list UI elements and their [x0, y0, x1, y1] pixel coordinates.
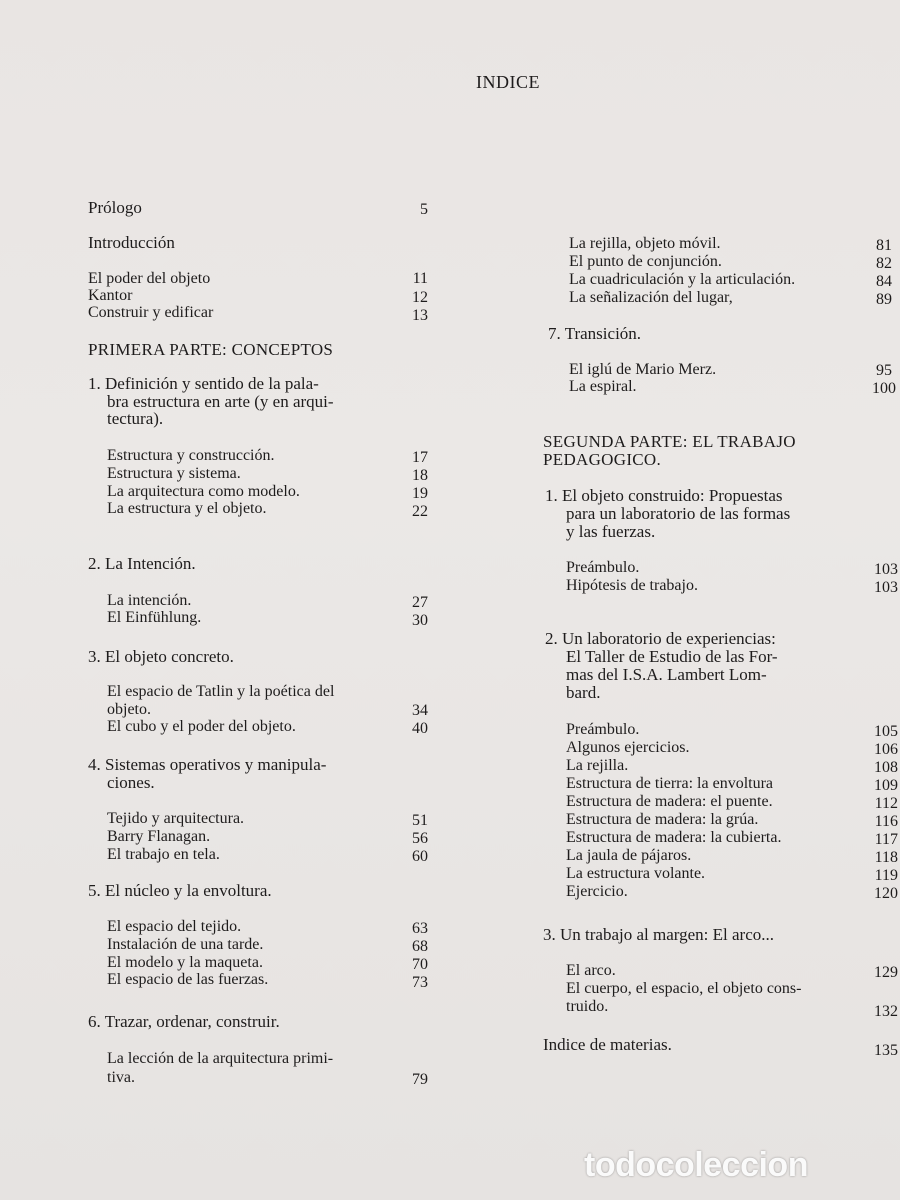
section-heading: 6. Trazar, ordenar, construir.: [88, 1012, 280, 1031]
toc-entry: El iglú de Mario Merz.: [569, 361, 717, 378]
toc-entry: La arquitectura como modelo.: [107, 483, 300, 500]
toc-entry: La lección de la arquitectura primi-: [107, 1050, 334, 1067]
section-heading: 2. La Intención.: [88, 554, 196, 573]
toc-entry: La jaula de pájaros.: [566, 847, 692, 864]
toc-entry: Tejido y arquitectura.: [107, 810, 245, 827]
toc-page: 112: [874, 795, 898, 812]
toc-entry: Estructura de tierra: la envoltura: [566, 775, 774, 792]
toc-entry: Construir y edificar: [88, 304, 214, 321]
toc-entry: Ejercicio.: [566, 883, 628, 900]
section-heading: 3. Un trabajo al margen: El arco...: [543, 925, 774, 944]
toc-entry: El trabajo en tela.: [107, 846, 220, 863]
toc-page: 135: [874, 1042, 898, 1059]
toc-page: 68: [412, 938, 428, 955]
toc-page: 117: [874, 831, 898, 848]
toc-page: 105: [874, 723, 898, 740]
toc-page: 129: [874, 964, 898, 981]
toc-entry: El espacio de las fuerzas.: [107, 971, 269, 988]
toc-indice-materias: Indice de materias.: [543, 1035, 672, 1054]
toc-page: 119: [874, 867, 898, 884]
toc-entry-cont: truido.: [566, 998, 609, 1015]
toc-prologo: Prólogo: [88, 198, 142, 217]
toc-page: 120: [874, 885, 898, 902]
section-heading-cont: bard.: [566, 683, 601, 702]
toc-page: 118: [874, 849, 898, 866]
toc-page: 103: [874, 561, 898, 578]
section-heading: 5. El núcleo y la envoltura.: [88, 881, 272, 900]
toc-page: 81: [876, 237, 892, 254]
toc-page: 95: [876, 362, 892, 379]
toc-entry: Preámbulo.: [566, 721, 640, 738]
toc-page: 40: [412, 720, 428, 737]
toc-entry: El espacio de Tatlin y la poética del: [107, 683, 335, 700]
toc-entry: La intención.: [107, 592, 192, 609]
toc-entry: Hipótesis de trabajo.: [566, 577, 698, 594]
section-heading-cont: bra estructura en arte (y en arqui-: [107, 392, 334, 411]
toc-page: 132: [874, 1003, 898, 1020]
toc-entry: Estructura y sistema.: [107, 465, 241, 482]
toc-page: 34: [412, 702, 428, 719]
section-heading: 7. Transición.: [548, 324, 642, 343]
section-heading-cont: ciones.: [107, 773, 155, 792]
toc-entry: La señalización del lugar,: [569, 289, 733, 306]
toc-page: 56: [412, 830, 428, 847]
toc-page: 17: [412, 449, 428, 466]
toc-entry: Preámbulo.: [566, 559, 640, 576]
toc-entry: Instalación de una tarde.: [107, 936, 264, 953]
toc-entry: El poder del objeto: [88, 270, 211, 287]
toc-entry: Algunos ejercicios.: [566, 739, 690, 756]
toc-page: 89: [876, 291, 892, 308]
toc-entry: El punto de conjunción.: [569, 253, 722, 270]
toc-introduccion: Introducción: [88, 233, 175, 252]
toc-page: 11: [412, 270, 428, 287]
toc-entry-cont: tiva.: [107, 1069, 135, 1086]
toc-entry: El Einfühlung.: [107, 609, 202, 626]
toc-entry: Estructura de madera: la grúa.: [566, 811, 759, 828]
toc-page: 5: [420, 201, 428, 218]
toc-entry: La cuadriculación y la articulación.: [569, 271, 796, 288]
toc-page: 12: [412, 289, 428, 306]
toc-entry: Estructura de madera: el puente.: [566, 793, 773, 810]
toc-entry: La rejilla.: [566, 757, 629, 774]
part-heading-cont: PEDAGOGICO.: [543, 450, 662, 469]
part-heading: PRIMERA PARTE: CONCEPTOS: [88, 340, 334, 359]
toc-page: 22: [412, 503, 428, 520]
toc-entry: El cubo y el poder del objeto.: [107, 718, 296, 735]
toc-entry: Estructura de madera: la cubierta.: [566, 829, 782, 846]
toc-entry: Barry Flanagan.: [107, 828, 211, 845]
toc-page: 109: [874, 777, 898, 794]
section-heading-cont: para un laboratorio de las formas: [566, 504, 791, 523]
toc-entry: La estructura volante.: [566, 865, 706, 882]
section-heading-cont: tectura).: [107, 409, 164, 428]
section-heading: 3. El objeto concreto.: [88, 647, 234, 666]
section-heading: 4. Sistemas operativos y manipula-: [88, 755, 327, 774]
toc-page: 82: [876, 255, 892, 272]
toc-entry: El cuerpo, el espacio, el objeto cons-: [566, 980, 802, 997]
section-heading-cont: mas del I.S.A. Lambert Lom-: [566, 665, 767, 684]
toc-page: 60: [412, 848, 428, 865]
toc-page: 108: [874, 759, 898, 776]
toc-entry: La rejilla, objeto móvil.: [569, 235, 721, 252]
toc-entry: El arco.: [566, 962, 616, 979]
section-heading-cont: El Taller de Estudio de las For-: [566, 647, 778, 666]
toc-entry: El modelo y la maqueta.: [107, 954, 263, 971]
toc-entry-cont: objeto.: [107, 701, 151, 718]
part-heading: SEGUNDA PARTE: EL TRABAJO: [543, 432, 796, 451]
toc-page: 100: [872, 380, 896, 397]
toc-entry: Estructura y construcción.: [107, 447, 275, 464]
toc-page: 63: [412, 920, 428, 937]
toc-page: 51: [412, 812, 428, 829]
toc-page: 19: [412, 485, 428, 502]
toc-page: 73: [412, 974, 428, 991]
toc-page: 116: [874, 813, 898, 830]
section-heading: 1. Definición y sentido de la pala-: [88, 374, 319, 393]
toc-page: 18: [412, 467, 428, 484]
page-title: INDICE: [476, 72, 540, 92]
section-heading-cont: y las fuerzas.: [566, 522, 656, 541]
toc-page: 70: [412, 956, 428, 973]
toc-page: 27: [412, 594, 428, 611]
toc-page: 30: [412, 612, 428, 629]
toc-page: 13: [412, 307, 428, 324]
toc-page: 103: [874, 579, 898, 596]
section-heading: 1. El objeto construido: Propuestas: [545, 486, 783, 505]
watermark-logo: todocoleccion: [584, 1146, 808, 1184]
toc-entry: El espacio del tejido.: [107, 918, 242, 935]
toc-page: 84: [876, 273, 892, 290]
toc-entry: La estructura y el objeto.: [107, 500, 267, 517]
section-heading: 2. Un laboratorio de experiencias:: [545, 629, 776, 648]
toc-entry: La espiral.: [569, 378, 637, 395]
toc-entry: Kantor: [88, 287, 133, 304]
toc-page: 106: [874, 741, 898, 758]
toc-page: 79: [412, 1071, 428, 1088]
